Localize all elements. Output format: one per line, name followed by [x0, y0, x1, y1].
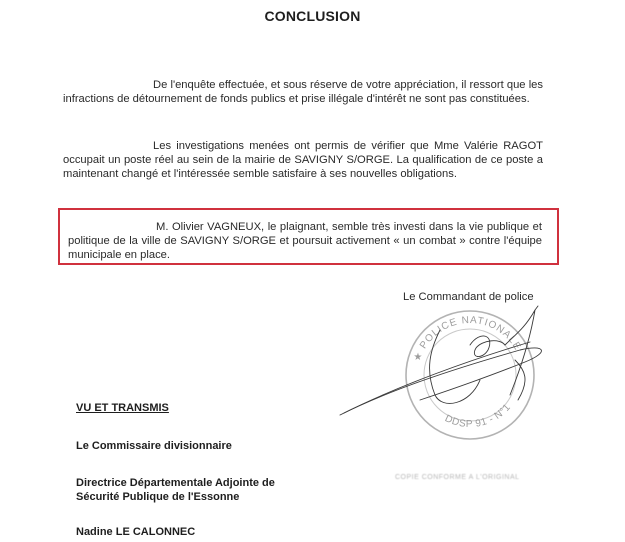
- position-line-2: Sécurité Publique de l'Essonne: [76, 491, 240, 503]
- svg-text:★ POLICE NATIONALE: ★ POLICE NATIONALE: [411, 314, 524, 364]
- transmission-position: [76, 476, 275, 504]
- paragraph-text: M. Olivier VAGNEUX, le plaignant, semble très investi dans la vie publique et politique de la ville de SAVIGNY S/ORGE et poursuit activement « un combat » contre l'équipe municipale en place.: [68, 221, 542, 261]
- document-title: CONCLUSION: [264, 8, 361, 24]
- position-line-1: Directrice Départementale Adjointe de: [76, 477, 275, 489]
- transmission-name: Nadine LE CALONNEC: [76, 526, 196, 538]
- svg-text:DDSP 91 - N°1: DDSP 91 - N°1: [442, 401, 514, 431]
- signatory-title: Le Commandant de police: [403, 291, 534, 303]
- transmission-role: Le Commissaire divisionnaire: [76, 440, 232, 452]
- faded-copy-caption: COPIE CONFORME A L'ORIGINAL: [395, 474, 520, 481]
- handwritten-signature-icon: [330, 300, 560, 430]
- paragraph-text: Les investigations menées ont permis de vérifier que Mme Valérie RAGOT occupait un poste réel au sein de la mairie de SAVIGNY S/ORGE. La qualification de ce poste a maintenant changé et l'intéressée semble satisfaire à ses nouvelles obligations.: [63, 140, 543, 180]
- paragraph-plaignant-highlighted: [68, 220, 542, 262]
- paragraph-investigations: [63, 139, 543, 181]
- paragraph-text: De l'enquête effectuée, et sous réserve de votre appréciation, il ressort que les infractions de détournement de fonds publics et prise illégale d'intérêt ne sont pas constituées.: [63, 79, 543, 105]
- transmission-heading: VU ET TRANSMIS: [76, 402, 169, 414]
- paragraph-conclusion: [63, 78, 543, 106]
